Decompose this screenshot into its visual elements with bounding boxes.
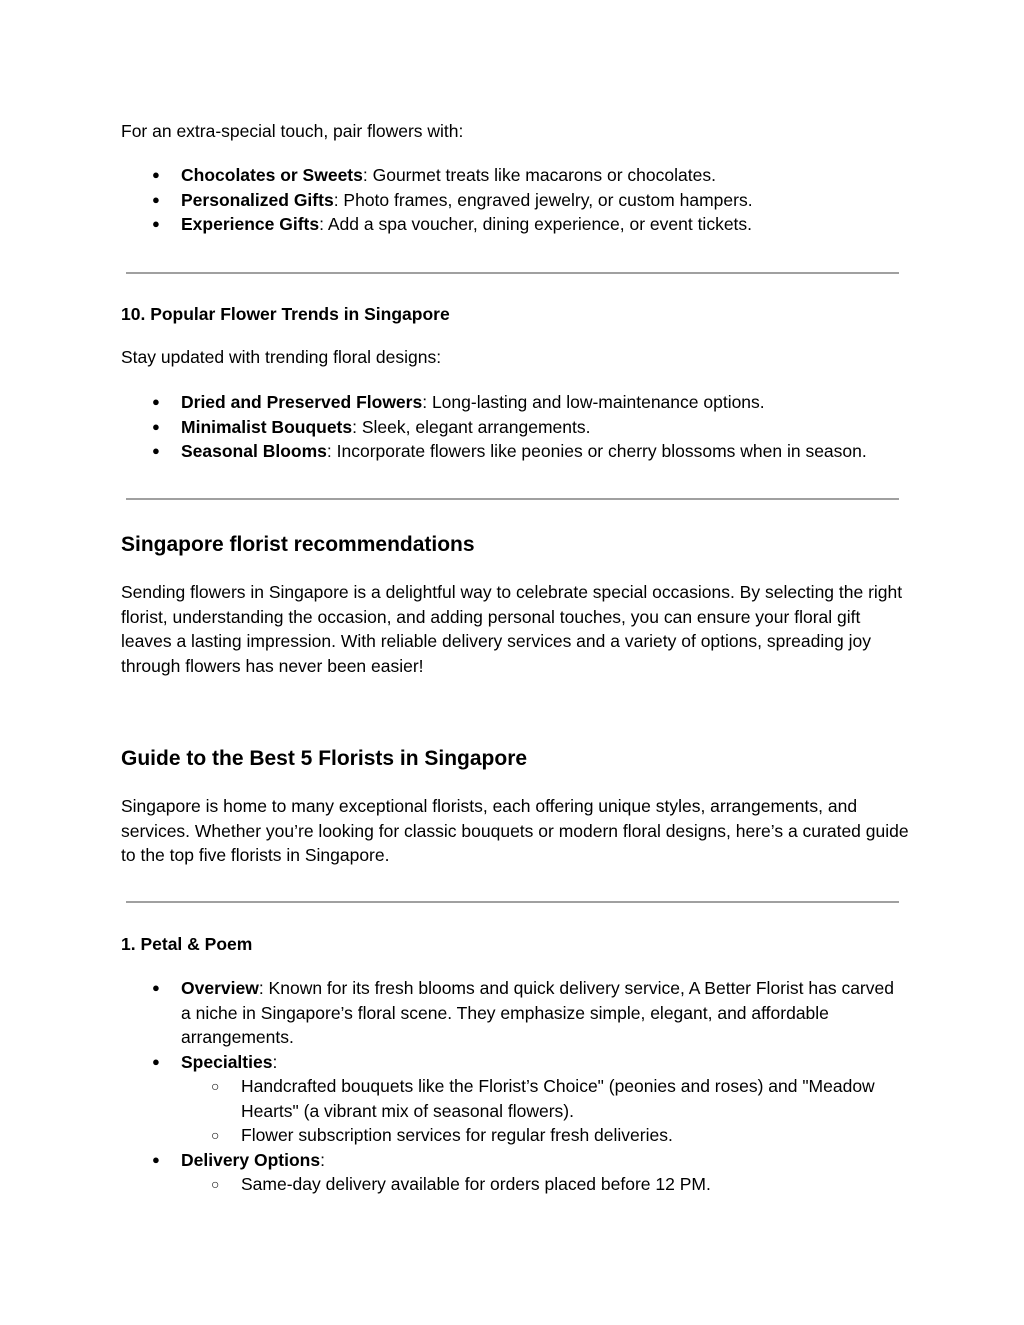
list-item-overview — [121, 976, 901, 1050]
sub-list-item-text: Handcrafted bouquets like the Florist’s Choice" (peonies and roses) and "Meadow Hearts" (a vibrant mix of seasonal flowers). — [241, 1076, 875, 1121]
list-item-desc: : Known for its fresh blooms and quick delivery service, A Better Florist has carved a niche in Singapore’s floral scene. They emphasize simple, elegant, and affordable arrangements. — [181, 978, 894, 1047]
guide-heading: Guide to the Best 5 Florists in Singapore — [121, 747, 528, 770]
trends-text: Stay updated with trending floral designs: — [121, 347, 442, 367]
sub-list-item-text: Flower subscription services for regular fresh deliveries. — [241, 1125, 673, 1145]
specialties-sublist — [181, 1074, 901, 1148]
list-item-desc: : Add a spa voucher, dining experience, or event tickets. — [319, 214, 753, 234]
sub-list-item — [181, 1123, 901, 1148]
gift-pairing-list — [121, 163, 921, 237]
bullet-icon: ● — [152, 1151, 160, 1167]
recommendations-heading: Singapore florist recommendations — [121, 533, 475, 556]
list-item-term: Minimalist Bouquets — [181, 416, 353, 437]
list-item-term: Chocolates or Sweets — [181, 165, 363, 185]
list-item-term: Experience Gifts — [181, 214, 320, 234]
list-item-specialties — [121, 1050, 901, 1148]
list-item — [121, 188, 921, 213]
list-item-colon: : — [272, 1051, 278, 1072]
sub-list-item-text: Same-day delivery available for orders placed before 12 PM. — [241, 1174, 711, 1194]
list-item — [121, 415, 941, 440]
list-item-term: Personalized Gifts — [181, 189, 334, 210]
divider — [126, 272, 899, 274]
bullet-icon: ● — [152, 980, 160, 995]
list-item-desc: : Sleek, elegant arrangements. — [352, 416, 591, 437]
intro-text: For an extra-special touch, pair flowers with: — [121, 121, 464, 141]
list-item-term: Dried and Preserved Flowers — [181, 392, 423, 412]
florist-1-heading: 1. Petal & Poem — [121, 934, 253, 954]
hollow-bullet-icon: ○ — [211, 1176, 220, 1192]
list-item — [121, 163, 921, 188]
list-item-desc: : Photo frames, engraved jewelry, or custom hampers. — [333, 189, 753, 210]
bullet-icon: ● — [152, 1053, 160, 1069]
list-item-term: Seasonal Blooms — [181, 441, 327, 461]
guide-text: Singapore is home to many exceptional florists, each offering unique styles, arrangements, and services. Whether you’re looking for classic bouquets or modern floral designs, here’s a curated guide to the top five florists in Singapore. — [121, 796, 909, 865]
list-item-desc: : Long-lasting and low-maintenance options. — [422, 392, 765, 412]
list-item-desc: : Incorporate flowers like peonies or cherry blossoms when in season. — [326, 441, 867, 461]
florist-1-details — [121, 976, 901, 1197]
bullet-icon: ● — [152, 418, 160, 434]
bullet-icon: ● — [152, 216, 160, 231]
hollow-bullet-icon: ○ — [211, 1078, 220, 1094]
list-item — [121, 390, 941, 415]
bullet-icon: ● — [152, 167, 160, 182]
list-item-term: Overview — [181, 978, 259, 998]
trends-list — [121, 390, 941, 464]
sub-list-item — [181, 1172, 901, 1197]
bullet-icon: ● — [152, 394, 160, 409]
divider — [126, 498, 899, 500]
sub-list-item — [181, 1074, 901, 1123]
bullet-icon: ● — [152, 443, 160, 458]
delivery-sublist — [181, 1172, 901, 1197]
hollow-bullet-icon: ○ — [211, 1127, 220, 1143]
list-item-term: Delivery Options — [181, 1149, 321, 1170]
trends-heading: 10. Popular Flower Trends in Singapore — [121, 304, 450, 324]
divider — [126, 901, 899, 903]
list-item-desc: : Gourmet treats like macarons or chocolates. — [362, 165, 716, 185]
list-item — [121, 212, 921, 237]
list-item-colon: : — [320, 1149, 325, 1170]
list-item — [121, 439, 941, 464]
list-item-term: Specialties — [181, 1051, 273, 1072]
bullet-icon: ● — [152, 191, 160, 207]
list-item-delivery — [121, 1148, 901, 1197]
recommendations-text: Sending flowers in Singapore is a delightful way to celebrate special occasions. By selecting the right florist, understanding the occasion, and adding personal touches, you can ensure your floral gift leaves a lasting impression. With reliable delivery services and a variety of options, spreading joy through flowers has never been easier! — [121, 582, 903, 676]
